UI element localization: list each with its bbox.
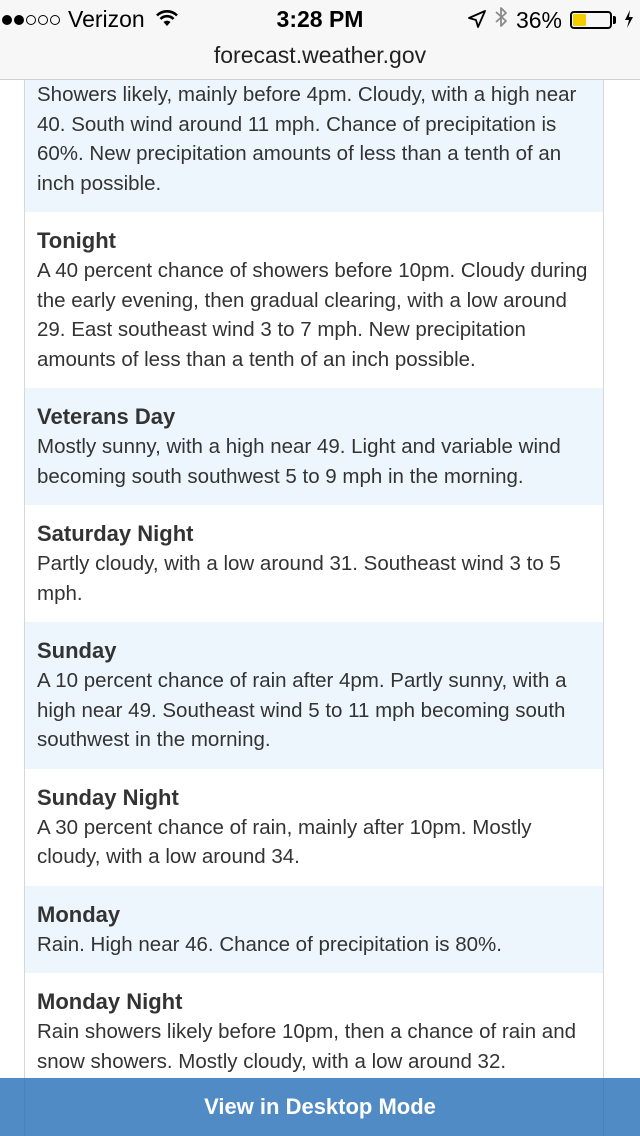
- forecast-text: A 30 percent chance of rain, mainly after 10pm. Mostly cloudy, with a low around 34.: [37, 815, 532, 868]
- status-right: [460, 6, 634, 34]
- forecast-period: Veterans Day: [37, 404, 176, 429]
- battery-icon: [570, 11, 612, 29]
- battery-fill: [573, 14, 586, 26]
- forecast-text: Mostly sunny, with a high near 49. Light and variable wind becoming south southwest 5 to 9 mph in the morning.: [37, 435, 561, 488]
- battery-percent: 36%: [515, 6, 562, 33]
- view-desktop-mode-button[interactable]: View in Desktop Mode: [204, 1094, 436, 1119]
- location-arrow-icon: [468, 7, 486, 34]
- forecast-text: A 40 percent chance of showers before 10pm. Cloudy during the early evening, then gradual clearing, with a low around 29. East southeast wind 3 to 7 mph. New precipitation amounts of less than a tenth of an inch possible.: [37, 259, 588, 371]
- forecast-row-today: [25, 80, 603, 212]
- forecast-period: Tonight: [37, 228, 116, 253]
- status-bar: [0, 0, 640, 40]
- url-text[interactable]: forecast.weather.gov: [213, 42, 427, 68]
- forecast-row-sunday-night: [25, 769, 603, 886]
- forecast-list: [24, 80, 604, 1136]
- forecast-period: Saturday Night: [37, 521, 194, 546]
- forecast-text: Rain. High near 46. Chance of precipitation is 80%.: [37, 932, 502, 956]
- forecast-period: Sunday Night: [37, 784, 179, 810]
- forecast-period: Monday: [37, 901, 121, 927]
- forecast-text: A 10 percent chance of rain after 4pm. Partly sunny, with a high near 49. Southeast wind 5 to 11 mph becoming south southwest in the morning.: [37, 669, 567, 751]
- charging-bolt-icon: [624, 7, 634, 34]
- forecast-row-tonight: [25, 212, 603, 388]
- bluetooth-icon: [494, 6, 508, 34]
- battery-nub: [613, 16, 616, 24]
- forecast-period: Sunday: [37, 638, 117, 663]
- forecast-row-saturday-night: [25, 505, 603, 622]
- desktop-mode-banner[interactable]: [0, 1078, 640, 1136]
- status-time: 3:28 PM: [276, 6, 364, 32]
- address-bar[interactable]: [0, 40, 640, 80]
- forecast-row-monday-night: [25, 973, 603, 1090]
- forecast-row-veterans-day: [25, 388, 603, 505]
- forecast-text: Showers likely, mainly before 4pm. Cloudy, with a high near 40. South wind around 11 mph. Chance of precipitation is 60%. New precipitation amounts of less than a tenth of an inch possible.: [37, 83, 577, 195]
- forecast-text: Partly cloudy, with a low around 31. Southeast wind 3 to 5 mph.: [37, 552, 561, 605]
- forecast-text: Rain showers likely before 10pm, then a chance of rain and snow showers. Mostly cloudy, with a low around 32.: [37, 1020, 577, 1073]
- forecast-row-sunday: [25, 622, 603, 769]
- carrier-name: Verizon: [68, 6, 145, 32]
- forecast-row-monday: [25, 886, 603, 974]
- forecast-period: Monday Night: [37, 989, 183, 1014]
